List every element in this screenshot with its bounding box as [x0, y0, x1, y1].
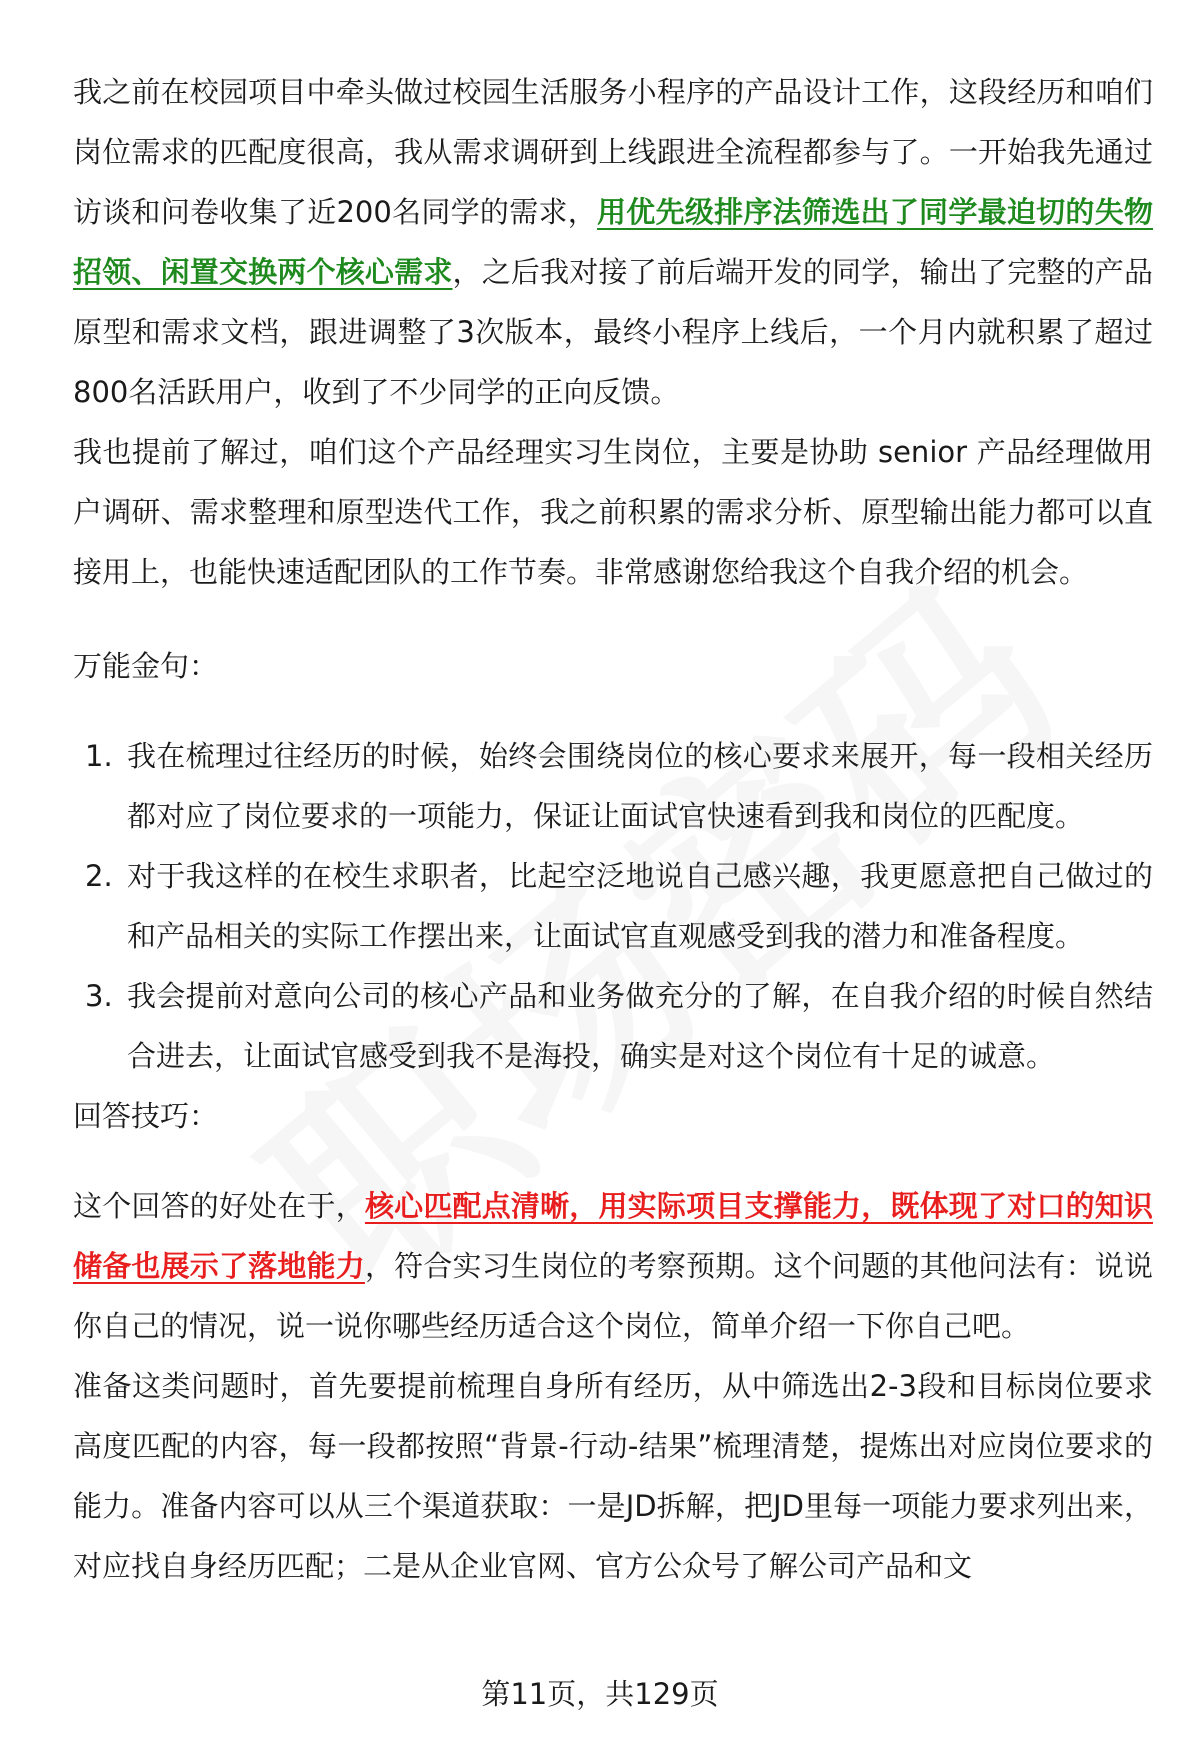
- list-item-text: 对于我这样的在校生求职者，比起空泛地说自己感兴趣，我更愿意把自己做过的和产品相关的实际工作摆出来，让面试官直观感受到我的潜力和准备程度。: [127, 859, 1153, 953]
- intro-paragraph-2: 我也提前了解过，咱们这个产品经理实习生岗位，主要是协助 senior 产品经理做用户调研、需求整理和原型迭代工作，我之前积累的需求分析、原型输出能力都可以直接用上，也能快速适配团队的工作节奏。非常感谢您给我这个自我介绍的机会。: [73, 435, 1153, 589]
- list-item-number: 1.: [85, 739, 113, 773]
- list-item-text: 我在梳理过往经历的时候，始终会围绕岗位的核心要求来展开，每一段相关经历都对应了岗位要求的一项能力，保证让面试官快速看到我和岗位的匹配度。: [127, 739, 1153, 833]
- golden-sentences-list: [73, 726, 1153, 1086]
- list-item: [73, 726, 1153, 846]
- red-highlight: 核心匹配点清晰，用实际项目支撑能力，既体现了对口的知识储备也展示了落地能力: [73, 1189, 1153, 1283]
- answer-tips-label: 回答技巧：: [73, 1099, 219, 1133]
- list-item: [73, 846, 1153, 966]
- list-item-number: 2.: [85, 859, 113, 893]
- page-indicator: 第11页，共129页: [481, 1677, 719, 1711]
- tips-paragraph-2: 准备这类问题时，首先要提前梳理自身所有经历，从中筛选出2-3段和目标岗位要求高度匹配的内容，每一段都按照“背景-行动-结果”梳理清楚，提炼出对应岗位要求的能力。准备内容可以从三个渠道获取：一是JD拆解，把JD里每一项能力要求列出来，对应找自身经历匹配；二是从企业官网、官方公众号了解公司产品和文: [73, 1369, 1153, 1583]
- intro-text-a: 我之前在校园项目中牵头做过校园生活服务小程序的产品设计工作，这段经历和咱们岗位需求的匹配度很高，我从需求调研到上线跟进全流程都参与了。一开始我先通过访谈和问卷收集了近200名同学的需求，: [73, 75, 1153, 229]
- tips-paragraph-1: [73, 1176, 1153, 1356]
- tips-text-a: 这个回答的好处在于，: [73, 1189, 365, 1223]
- list-item: [73, 966, 1153, 1086]
- document-body: [73, 62, 1153, 1596]
- intro-paragraph-1: [73, 62, 1153, 422]
- list-item-number: 3.: [85, 979, 113, 1013]
- tips-text-b: ，符合实习生岗位的考察预期。这个问题的其他问法有：说说你自己的情况，说一说你哪些经历适合这个岗位，简单介绍一下你自己吧。: [73, 1249, 1153, 1343]
- intro-text-b: ，之后我对接了前后端开发的同学，输出了完整的产品原型和需求文档，跟进调整了3次版本，最终小程序上线后，一个月内就积累了超过800名活跃用户，收到了不少同学的正向反馈。: [73, 255, 1153, 409]
- green-highlight: 用优先级排序法筛选出了同学最迫切的失物招领、闲置交换两个核心需求: [73, 195, 1153, 289]
- list-item-text: 我会提前对意向公司的核心产品和业务做充分的了解，在自我介绍的时候自然结合进去，让面试官感受到我不是海投，确实是对这个岗位有十足的诚意。: [127, 979, 1153, 1073]
- golden-sentences-label: 万能金句：: [73, 649, 219, 683]
